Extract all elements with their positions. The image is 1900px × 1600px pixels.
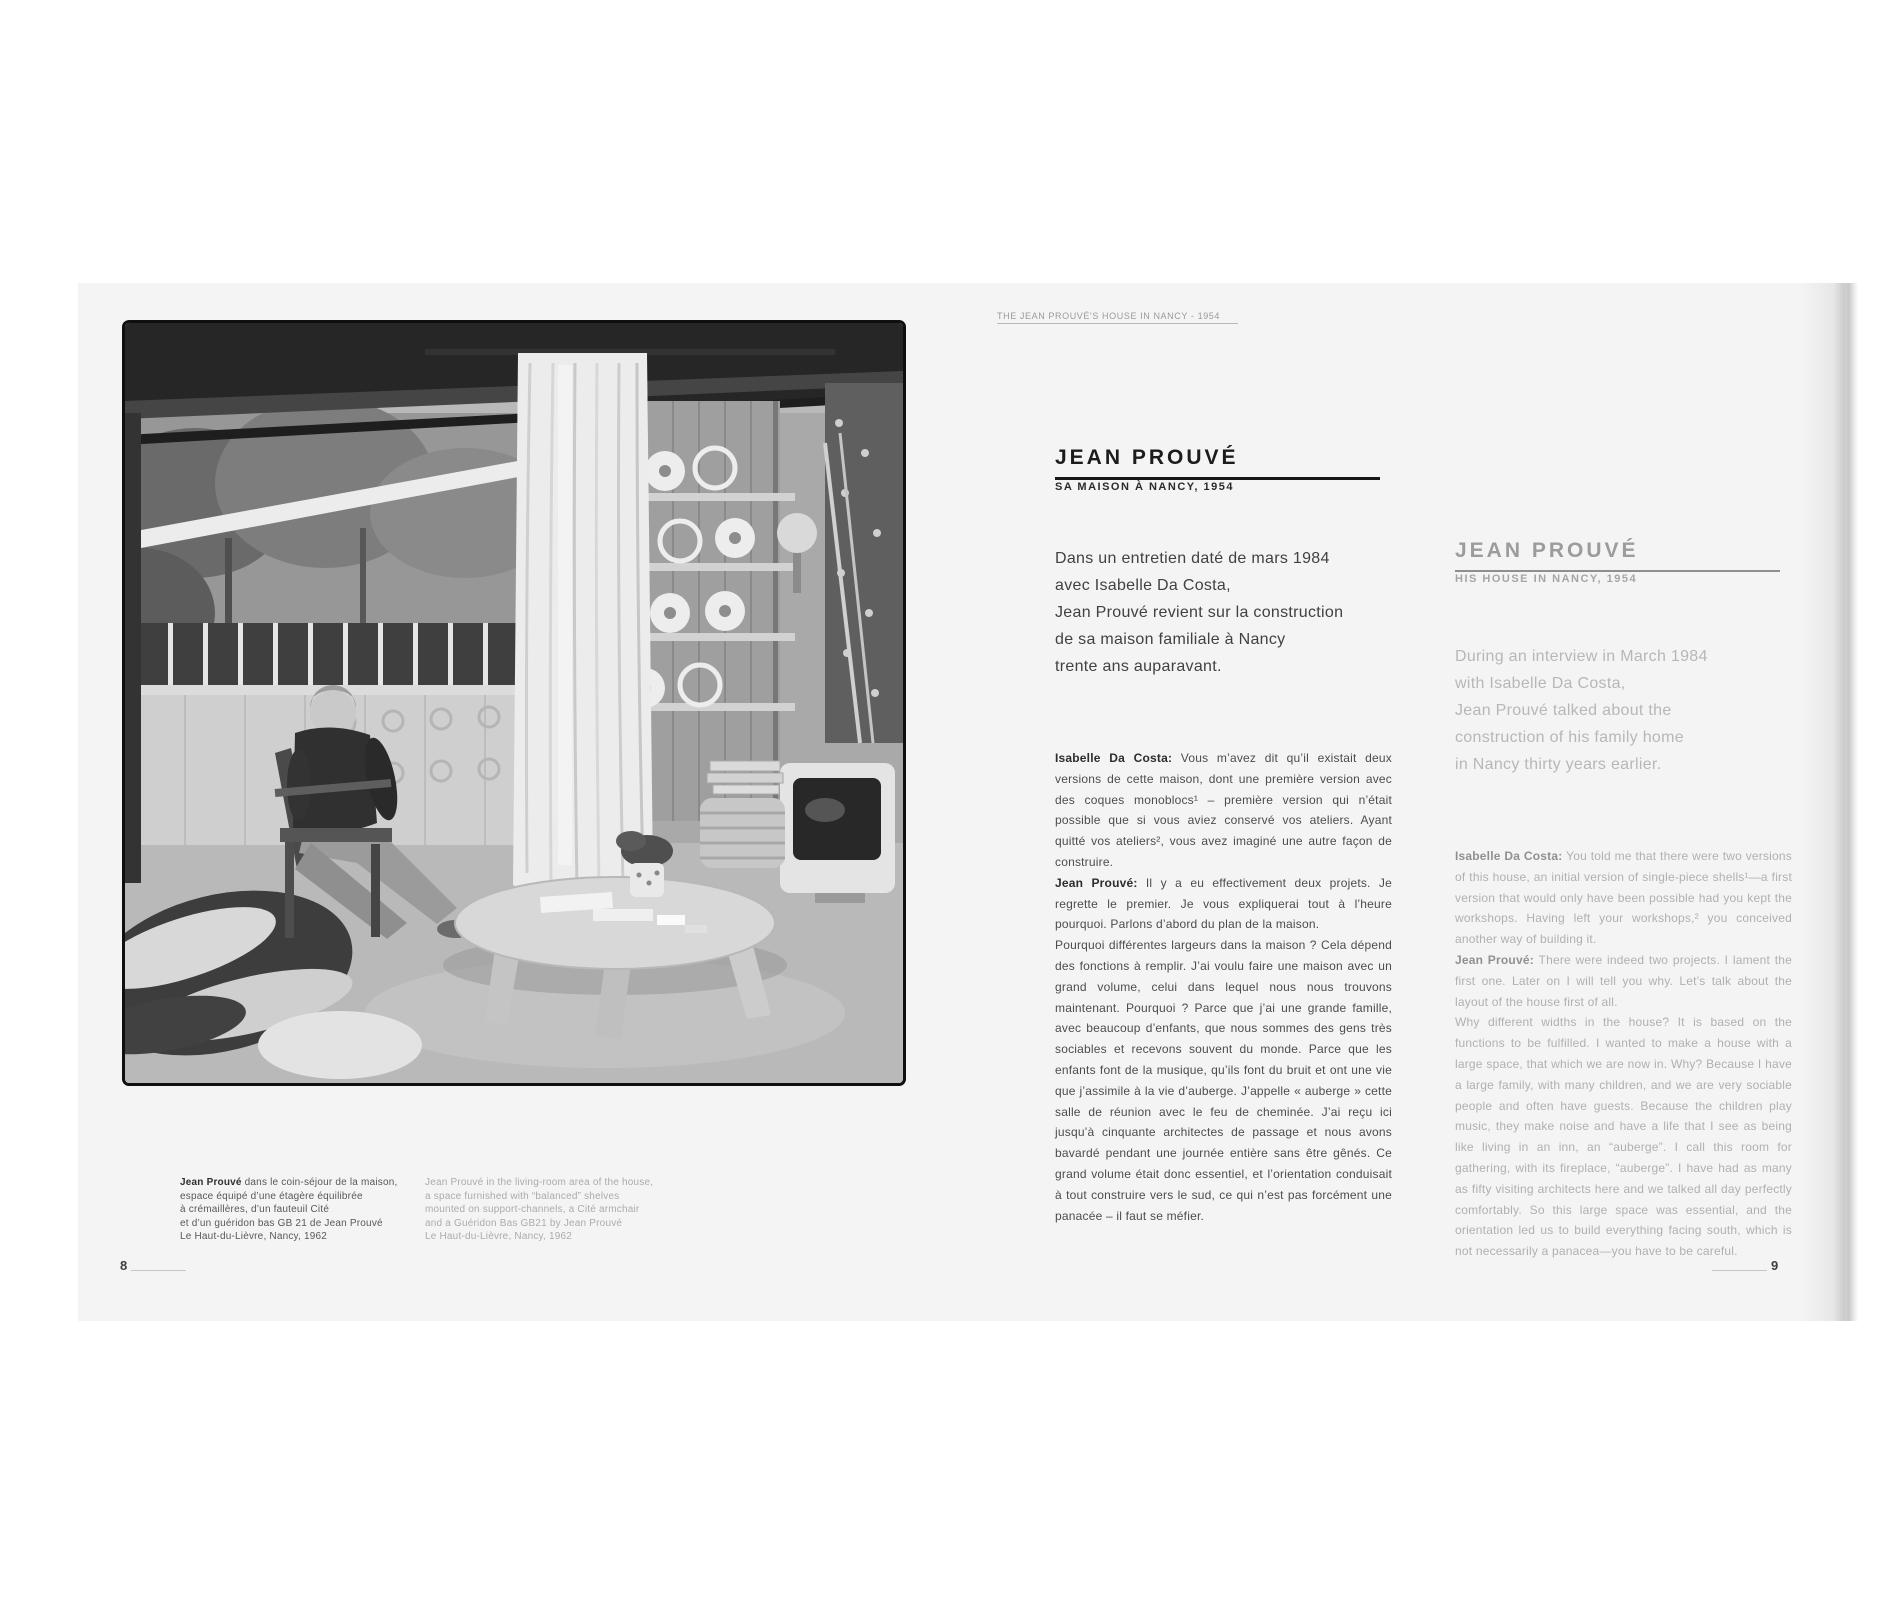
window-band xyxy=(125,623,550,695)
english-title: JEAN PROUVÉ xyxy=(1455,539,1780,572)
page-number-rule xyxy=(1712,1270,1767,1271)
caption-english: Jean Prouvé in the living-room area of the house, a space furnished with “balanced” shelves mounted on support-channels, a Cité armchair and a Guéridon Bas GB21 by Jean Prouvé Le Haut-du-Lièvre, Nancy, 1962 xyxy=(425,1177,654,1242)
english-body: Isabelle Da Costa: You told me that there were two versions of this house, an initial version of single-piece shells¹—a first version that would only have been possible had you kept the workshops. Having left your workshops,² you conceived another way of building it. Jean Prouvé: There were indeed two projects. I lament the first one. Later on I will tell you why. Let’s talk about the layout of the house first of all. Why different widths in the house? It is based on the functions to be fulfilled. I wanted to make a house with a large space, that which we are now in. Why? Because I have a large family, with many children, and we are very sociable people and often have guests. Because the children play music, they make noise and have a life that I see as being like living in an inn, an “auberge”. I call this room for gathering, with its fireplace, “auberge”. I have had as many as fifty visiting architects here and we talked all day perfectly comfortably. So this large space was essential, and the orientation led us to build everything facing south, which is not necessarily a panacea—you have to be careful. xyxy=(1455,849,1792,1259)
page-number-left xyxy=(120,1258,186,1273)
basket xyxy=(700,761,785,868)
page-edge-shadow xyxy=(1801,283,1859,1321)
book-spread xyxy=(78,283,1845,1321)
french-intro: Dans un entretien daté de mars 1984 avec Isabelle Da Costa, Jean Prouvé revient sur la construction de sa maison familiale à Nancy trente ans auparavant. xyxy=(1055,550,1344,675)
french-title: JEAN PROUVÉ xyxy=(1055,446,1380,480)
photo-illustration xyxy=(125,323,903,1083)
french-body: Isabelle Da Costa: Vous m’avez dit qu’il existait deux versions de cette maison, dont une première version avec des coques monoblocs¹ – première version qui n’était possible que si vous aviez conservé vos ateliers. Ayant quitté vos ateliers², vous avez imaginé une autre façon de construire. Jean Prouvé: Il y a eu effectivement deux projets. Je regrette le premier. Je vous expliquerai tout à l’heure pourquoi. Parlons d’abord du plan de la maison. Pourquoi différentes largeurs dans la maison ? Cela dépend des fonctions à remplir. J’ai voulu faire une maison avec un grand volume, celui dans lequel nous nous trouvons maintenant. Pourquoi ? Parce que j’ai une grande famille, avec beaucoup d’enfants, que nous sommes des gens très sociables et recevons souvent du monde. Parce que les enfants font de la musique, qu’ils font du bruit et ont une vie que j’assimile à la vie d’auberge. J’appelle « auberge » cette salle de réunion avec le feu de cheminée. J’ai reçu ici jusqu’à cinquante architectes de passage et nous avons bavardé pendant une journée entière sans être gênés. Ce grand volume était donc essentiel, et l’orientation conduisait à tout construire vers le sud, ce qui n’est pas forcément une panacée – il faut se méfier. xyxy=(1055,751,1392,1223)
page-number-right xyxy=(1712,1258,1778,1273)
english-intro: During an interview in March 1984 with Isabelle Da Costa, Jean Prouvé talked about the construction of his family home in Nancy thirty years earlier. xyxy=(1455,648,1708,773)
photo-jean-prouve-living-room xyxy=(122,320,906,1086)
running-header: THE JEAN PROUVÉ'S HOUSE IN NANCY - 1954 xyxy=(997,311,1238,324)
television xyxy=(780,763,895,903)
caption-french: Jean Prouvé dans le coin-séjour de la maison, espace équipé d’une étagère équilibrée à crémaillères, d’un fauteuil Cité et d’un guéridon bas GB 21 de Jean Prouvé Le Haut-du-Lièvre, Nancy, 1962 xyxy=(180,1177,398,1242)
page-number-left-value: 8 xyxy=(120,1258,128,1273)
english-subtitle: HIS HOUSE IN NANCY, 1954 xyxy=(1455,573,1638,585)
french-subtitle: SA MAISON À NANCY, 1954 xyxy=(1055,481,1234,493)
page-number-rule xyxy=(131,1270,186,1271)
page-number-right-value: 9 xyxy=(1771,1258,1779,1273)
